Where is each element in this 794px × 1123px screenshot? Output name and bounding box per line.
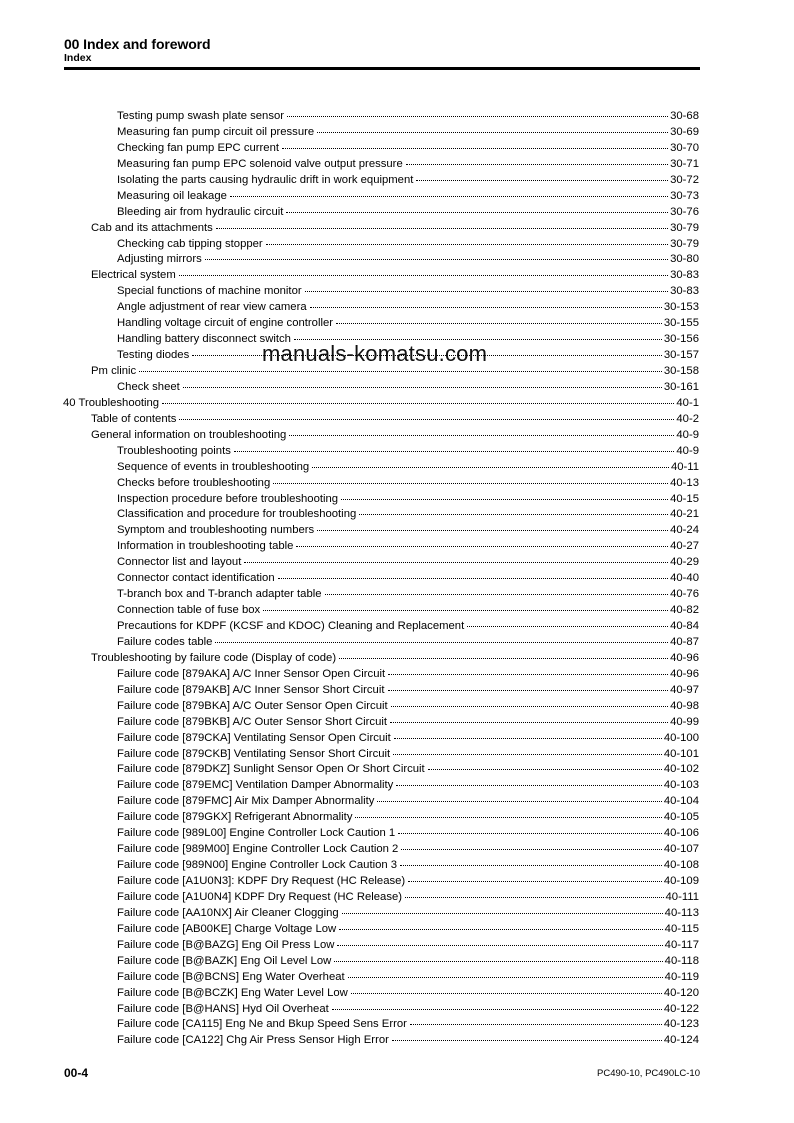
toc-entry-page: 40-9 — [676, 444, 699, 457]
toc-entry-page: 40-29 — [670, 556, 699, 569]
dot-leader — [394, 727, 662, 739]
toc-entry-page: 30-161 — [663, 380, 699, 393]
toc-entry-label: Special functions of machine monitor — [117, 284, 303, 300]
toc-entry-label: Connector list and layout — [117, 555, 242, 571]
toc-entry-page: 40-97 — [670, 683, 699, 696]
toc-entry-page: 40-96 — [670, 651, 699, 664]
toc-entry-page: 30-157 — [663, 349, 699, 362]
toc-entry-page: 30-72 — [670, 173, 699, 186]
dot-leader — [263, 599, 668, 611]
toc-entry-page: 40-87 — [670, 635, 699, 648]
dot-leader — [294, 328, 662, 340]
dot-leader — [401, 838, 661, 850]
toc-entry-label: Failure code [B@BCNS] Eng Water Overheat — [117, 970, 346, 986]
dot-leader — [342, 902, 663, 914]
toc-entry-page: 30-70 — [670, 141, 699, 154]
dot-leader — [393, 743, 662, 755]
dot-leader — [317, 121, 668, 133]
toc-entry-label: Inspection procedure before troubleshooting — [117, 492, 339, 508]
toc-entry-label: Failure code [879BKB] A/C Outer Sensor Short Circuit — [117, 715, 388, 731]
toc-entry-page: 30-83 — [670, 285, 699, 298]
toc-entry-label: Failure code [989M00] Engine Controller Lock Caution 2 — [117, 842, 399, 858]
toc-entry-label: Failure code [A1U0N3]: KDPF Dry Request (HC Release) — [117, 874, 406, 890]
toc-entry-page: 40-98 — [670, 699, 699, 712]
toc-entry-page: 30-69 — [670, 125, 699, 138]
toc-entry-page: 40-108 — [663, 859, 699, 872]
chapter-title: 00 Index and foreword — [64, 36, 211, 52]
toc-entry-page: 40-115 — [664, 922, 699, 935]
toc-entry-label: Failure code [879AKA] A/C Inner Sensor Open Circuit — [117, 667, 386, 683]
toc-entry-page: 40-96 — [670, 667, 699, 680]
dot-leader — [305, 280, 668, 292]
dot-leader — [139, 360, 662, 372]
dot-leader — [286, 201, 668, 213]
toc-entry-page: 30-73 — [670, 189, 699, 202]
toc-entry-page: 40-99 — [670, 715, 699, 728]
toc-entry-label: Measuring oil leakage — [117, 189, 228, 205]
toc-entry-label: Handling battery disconnect switch — [117, 332, 292, 348]
dot-leader — [406, 153, 668, 165]
dot-leader — [230, 185, 668, 197]
toc-entry-page: 30-79 — [670, 221, 699, 234]
dot-leader — [287, 105, 668, 117]
dot-leader — [273, 472, 668, 484]
footer-page-number: 00-4 — [64, 1066, 89, 1080]
toc-entry-page: 40-101 — [663, 747, 699, 760]
dot-leader — [192, 344, 662, 356]
dot-leader — [339, 918, 662, 930]
toc-entry-page: 40-11 — [670, 460, 699, 473]
dot-leader — [179, 408, 674, 420]
toc-entry-page: 40-102 — [663, 763, 699, 776]
toc-entry-label: Electrical system — [91, 268, 177, 284]
toc-entry-label: Precautions for KDPF (KCSF and KDOC) Cleaning and Replacement — [117, 619, 465, 635]
toc-entry-label: Classification and procedure for troubleshooting — [117, 507, 357, 523]
toc-entry-label: Checks before troubleshooting — [117, 476, 271, 492]
toc-entry-label: Troubleshooting points — [117, 444, 232, 460]
toc-entry-page: 40-104 — [663, 795, 699, 808]
dot-leader — [388, 679, 669, 691]
dot-leader — [410, 1013, 662, 1025]
toc-entry-label: Failure code [CA122] Chg Air Press Sensor High Error — [117, 1033, 390, 1049]
dot-leader — [359, 503, 668, 515]
toc-entry-label: Failure code [879AKB] A/C Inner Sensor Short Circuit — [117, 683, 386, 699]
toc-entry-label: Sequence of events in troubleshooting — [117, 460, 310, 476]
toc-entry-page: 30-153 — [663, 301, 699, 314]
toc-entry-label: Testing diodes — [117, 348, 190, 364]
dot-leader — [289, 424, 674, 436]
toc-entry-label: Connector contact identification — [117, 571, 276, 587]
dot-leader — [405, 886, 663, 898]
dot-leader — [179, 264, 668, 276]
toc-entry-page: 40-120 — [663, 986, 699, 999]
toc-entry-label: Failure code [CA115] Eng Ne and Bkup Speed Sens Error — [117, 1017, 408, 1033]
dot-leader — [334, 950, 662, 962]
dot-leader — [312, 456, 669, 468]
toc-entry-label: Failure code [B@HANS] Hyd Oil Overheat — [117, 1002, 330, 1018]
toc-entry-page: 40-15 — [670, 492, 699, 505]
toc-entry-page: 40-117 — [664, 938, 699, 951]
toc-entry-page: 30-158 — [663, 365, 699, 377]
dot-leader — [388, 663, 668, 675]
toc-entry-page: 40-123 — [663, 1018, 699, 1031]
dot-leader — [390, 711, 668, 723]
toc-entry-page: 40-122 — [663, 1002, 699, 1015]
toc-entry-label: Failure code [989L00] Engine Controller Lock Caution 1 — [117, 826, 396, 842]
dot-leader — [355, 806, 661, 818]
toc-entry-page: 30-156 — [663, 333, 699, 346]
toc-entry-page: 40-118 — [664, 954, 699, 967]
toc-entry-page: 40-111 — [665, 890, 699, 903]
toc-entry-label: Failure code [879EMC] Ventilation Damper Abnormality — [117, 778, 394, 794]
toc-entry-page: 40-82 — [670, 604, 699, 617]
toc-entry-label: 40 Troubleshooting — [63, 396, 160, 412]
toc-entry-label: Measuring fan pump EPC solenoid valve output pressure — [117, 157, 404, 173]
toc-entry-page: 40-21 — [670, 508, 699, 521]
dot-leader — [317, 519, 668, 531]
watermark: manuals-komatsu.com — [262, 341, 488, 366]
dot-leader — [162, 392, 674, 404]
toc-entry-label: Checking fan pump EPC current — [117, 141, 280, 157]
dot-leader — [234, 440, 674, 452]
table-of-contents — [0, 107, 794, 1047]
dot-leader — [296, 535, 668, 547]
dot-leader — [467, 615, 668, 627]
toc-entry[interactable] — [0, 1031, 699, 1047]
toc-entry-label: Troubleshooting by failure code (Display of code) — [91, 651, 337, 667]
dot-leader — [310, 296, 662, 308]
toc-entry-page: 30-71 — [670, 157, 699, 170]
toc-entry-label: Failure code [879CKB] Ventilating Sensor Short Circuit — [117, 747, 391, 763]
page-header — [64, 36, 700, 65]
toc-entry-page: 40-109 — [663, 875, 699, 887]
dot-leader — [396, 774, 662, 786]
dot-leader — [398, 822, 662, 834]
dot-leader — [391, 695, 668, 707]
dot-leader — [339, 647, 668, 659]
toc-entry-page: 40-1 — [676, 396, 699, 409]
dot-leader — [216, 217, 668, 229]
toc-entry-page: 40-113 — [664, 906, 699, 919]
header-rule — [64, 67, 700, 70]
dot-leader — [377, 790, 661, 802]
footer-models: PC490-10, PC490LC-10 — [597, 1068, 700, 1079]
toc-entry-page: 40-24 — [670, 524, 699, 537]
toc-entry-page: 40-27 — [670, 540, 699, 553]
toc-entry-page: 40-119 — [664, 970, 699, 983]
toc-entry-label: Failure code [B@BAZG] Eng Oil Press Low — [117, 938, 335, 954]
dot-leader — [428, 758, 662, 770]
toc-entry-label: Isolating the parts causing hydraulic drift in work equipment — [117, 173, 414, 189]
toc-entry-label: Failure code [879BKA] A/C Outer Sensor Open Circuit — [117, 699, 389, 715]
toc-entry-label: Failure code [A1U0N4] KDPF Dry Request (HC Release) — [117, 890, 403, 906]
toc-entry-page: 30-76 — [670, 205, 699, 218]
toc-entry-page: 40-84 — [670, 620, 699, 632]
dot-leader — [332, 998, 662, 1010]
toc-entry-page: 40-107 — [663, 843, 699, 856]
toc-entry-label: Failure codes table — [117, 635, 213, 651]
toc-entry-page: 30-79 — [670, 237, 699, 250]
toc-entry-label: Cab and its attachments — [91, 221, 214, 237]
dot-leader — [282, 137, 668, 149]
toc-entry-label: Failure code [AB00KE] Charge Voltage Low — [117, 922, 337, 938]
toc-entry-page: 30-155 — [663, 317, 699, 330]
toc-entry-label: Symptom and troubleshooting numbers — [117, 523, 315, 539]
dot-leader — [266, 233, 668, 245]
dot-leader — [341, 488, 668, 500]
toc-entry-label: Failure code [B@BCZK] Eng Water Level Low — [117, 986, 349, 1002]
toc-entry-page: 30-80 — [670, 253, 699, 266]
dot-leader — [205, 248, 668, 260]
toc-entry-label: Adjusting mirrors — [117, 252, 203, 268]
toc-entry-label: Pm clinic — [91, 364, 137, 380]
toc-entry-label: Checking cab tipping stopper — [117, 237, 264, 253]
dot-leader — [400, 854, 662, 866]
toc-entry-page: 40-124 — [663, 1034, 699, 1047]
toc-entry-label: Failure code [879DKZ] Sunlight Sensor Open Or Short Circuit — [117, 762, 426, 778]
toc-entry-page: 40-2 — [676, 412, 699, 425]
dot-leader — [348, 966, 663, 978]
toc-entry-page: 40-105 — [663, 811, 699, 824]
toc-entry-page: 30-83 — [670, 269, 699, 282]
dot-leader — [278, 567, 668, 579]
toc-entry-label: Measuring fan pump circuit oil pressure — [117, 125, 315, 141]
toc-entry-page: 40-76 — [670, 588, 699, 601]
dot-leader — [325, 583, 669, 595]
toc-entry-page: 40-100 — [663, 731, 699, 744]
toc-entry-page: 40-106 — [663, 827, 699, 840]
toc-entry-page: 40-103 — [663, 779, 699, 792]
toc-entry-label: General information on troubleshooting — [91, 428, 287, 444]
toc-entry-label: Table of contents — [91, 412, 177, 428]
toc-entry-label: Information in troubleshooting table — [117, 539, 294, 555]
toc-entry-label: T-branch box and T-branch adapter table — [117, 587, 323, 603]
toc-entry-label: Failure code [989N00] Engine Controller Lock Caution 3 — [117, 858, 398, 874]
toc-entry-label: Bleeding air from hydraulic circuit — [117, 205, 284, 221]
toc-entry-label: Failure code [879CKA] Ventilating Sensor Open Circuit — [117, 731, 392, 747]
dot-leader — [337, 934, 662, 946]
toc-entry-label: Handling voltage circuit of engine controller — [117, 316, 334, 332]
toc-entry-page: 40-9 — [676, 428, 699, 441]
toc-entry-label: Failure code [B@BAZK] Eng Oil Level Low — [117, 954, 332, 970]
toc-entry-label: Failure code [879GKX] Refrigerant Abnormality — [117, 810, 353, 826]
toc-entry-label: Testing pump swash plate sensor — [117, 109, 285, 125]
dot-leader — [215, 631, 668, 643]
toc-entry-label: Angle adjustment of rear view camera — [117, 300, 308, 316]
toc-entry-label: Failure code [879FMC] Air Mix Damper Abnormality — [117, 794, 375, 810]
dot-leader — [351, 982, 662, 994]
dot-leader — [392, 1029, 662, 1041]
dot-leader — [183, 376, 662, 388]
dot-leader — [336, 312, 662, 324]
toc-entry-label: Failure code [AA10NX] Air Cleaner Clogging — [117, 906, 340, 922]
section-title: Index — [64, 52, 92, 64]
dot-leader — [244, 551, 668, 563]
toc-entry-label: Check sheet — [117, 380, 181, 396]
dot-leader — [416, 169, 668, 181]
dot-leader — [408, 870, 662, 882]
toc-entry-page: 40-13 — [670, 476, 699, 489]
toc-entry-page: 40-40 — [670, 572, 699, 585]
toc-entry-label: Connection table of fuse box — [117, 603, 261, 619]
toc-entry-page: 30-68 — [670, 110, 699, 122]
